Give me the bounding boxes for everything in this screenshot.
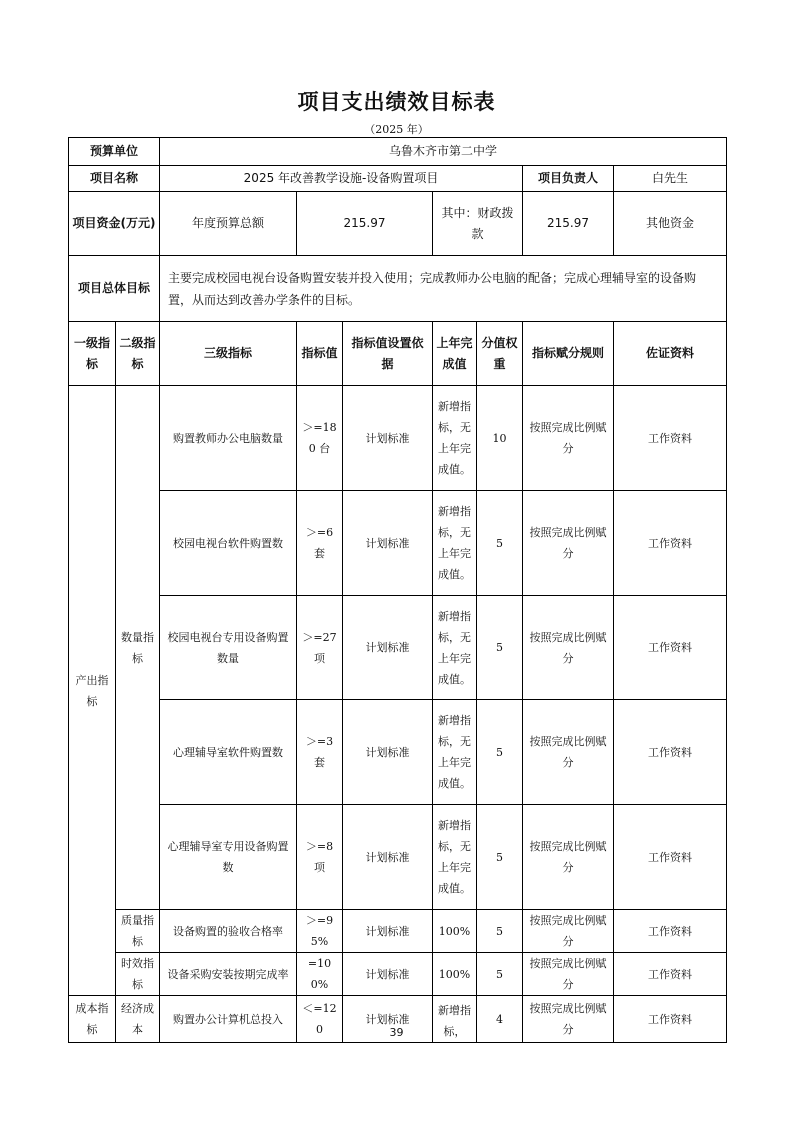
row-evidence: 工作资料 bbox=[614, 596, 727, 700]
year-label: （2025 年） bbox=[364, 123, 429, 136]
table-row bbox=[69, 596, 727, 700]
row-value: ＜=120 bbox=[297, 996, 343, 1043]
header-last-year: 上年完成值 bbox=[433, 322, 477, 386]
row-weight: 5 bbox=[477, 953, 523, 996]
row-rule: 按照完成比例赋分 bbox=[523, 700, 614, 805]
header-evidence: 佐证资料 bbox=[614, 322, 727, 386]
row-weight: 4 bbox=[477, 996, 523, 1043]
row-last-year: 新增指标， bbox=[433, 996, 477, 1043]
row-basis: 计划标准 bbox=[343, 953, 433, 996]
owner-label: 项目负责人 bbox=[523, 166, 614, 192]
header-level1: 一级指标 bbox=[69, 322, 116, 386]
row-last-year: 新增指标，无上年完成值。 bbox=[433, 700, 477, 805]
annual-budget-label: 年度预算总额 bbox=[160, 192, 297, 256]
owner-value: 白先生 bbox=[614, 166, 727, 192]
other-label: 其他资金 bbox=[614, 192, 727, 256]
row-rule: 按照完成比例赋分 bbox=[523, 386, 614, 491]
row-last-year: 新增指标，无上年完成值。 bbox=[433, 491, 477, 596]
row-rule: 按照完成比例赋分 bbox=[523, 491, 614, 596]
row-basis: 计划标准 bbox=[343, 910, 433, 953]
performance-table bbox=[68, 137, 727, 1043]
fund-label: 项目资金(万元) bbox=[69, 192, 160, 256]
row-rule: 按照完成比例赋分 bbox=[523, 996, 614, 1043]
row-name: 心理辅导室软件购置数 bbox=[160, 700, 297, 805]
row-rule: 按照完成比例赋分 bbox=[523, 596, 614, 700]
group-output: 产出指标 bbox=[69, 386, 116, 996]
row-basis: 计划标准 bbox=[343, 700, 433, 805]
row-evidence: 工作资料 bbox=[614, 996, 727, 1043]
row-evidence: 工作资料 bbox=[614, 491, 727, 596]
group-quantity: 数量指标 bbox=[116, 386, 160, 910]
group-cost: 成本指标 bbox=[69, 996, 116, 1043]
row-basis: 计划标准 bbox=[343, 596, 433, 700]
unit-value: 乌鲁木齐市第二中学 bbox=[160, 138, 727, 166]
annual-budget-value: 215.97 bbox=[297, 192, 433, 256]
header-rule: 指标赋分规则 bbox=[523, 322, 614, 386]
row-basis: 计划标准 bbox=[343, 805, 433, 910]
fiscal-label: 其中：财政拨款 bbox=[433, 192, 523, 256]
table-row bbox=[69, 805, 727, 910]
row-name: 购置教师办公电脑数量 bbox=[160, 386, 297, 491]
row-rule: 按照完成比例赋分 bbox=[523, 953, 614, 996]
row-name: 设备购置的验收合格率 bbox=[160, 910, 297, 953]
row-last-year: 100% bbox=[433, 910, 477, 953]
row-name: 设备采购安装按期完成率 bbox=[160, 953, 297, 996]
goal-label: 项目总体目标 bbox=[69, 256, 160, 322]
row-evidence: 工作资料 bbox=[614, 953, 727, 996]
unit-label: 预算单位 bbox=[69, 138, 160, 166]
row-value: ＞=8 项 bbox=[297, 805, 343, 910]
row-name: 校园电视台软件购置数 bbox=[160, 491, 297, 596]
row-evidence: 工作资料 bbox=[614, 386, 727, 491]
row-weight: 10 bbox=[477, 386, 523, 491]
row-weight: 5 bbox=[477, 596, 523, 700]
row-basis: 计划标准 bbox=[343, 386, 433, 491]
row-value: ＞=3 套 bbox=[297, 700, 343, 805]
row-value: ＞=180 台 bbox=[297, 386, 343, 491]
fiscal-value: 215.97 bbox=[523, 192, 614, 256]
row-value: ＞=95% bbox=[297, 910, 343, 953]
row-weight: 5 bbox=[477, 700, 523, 805]
row-weight: 5 bbox=[477, 805, 523, 910]
page-number: 39 bbox=[389, 1026, 404, 1039]
table-row bbox=[69, 953, 727, 996]
row-evidence: 工作资料 bbox=[614, 910, 727, 953]
goal-text: 主要完成校园电视台设备购置安装并投入使用；完成教师办公电脑的配备；完成心理辅导室的设备购置，从而达到改善办学条件的目标。 bbox=[160, 256, 727, 322]
row-weight: 5 bbox=[477, 910, 523, 953]
group-quality: 质量指标 bbox=[116, 910, 160, 953]
row-basis: 计划标准 bbox=[343, 491, 433, 596]
page-title: 项目支出绩效目标表 bbox=[297, 90, 496, 114]
project-name-value: 2025 年改善教学设施-设备购置项目 bbox=[160, 166, 523, 192]
header-basis: 指标值设置依据 bbox=[343, 322, 433, 386]
row-last-year: 100% bbox=[433, 953, 477, 996]
row-value: ＞=6 套 bbox=[297, 491, 343, 596]
row-evidence: 工作资料 bbox=[614, 700, 727, 805]
header-weight: 分值权重 bbox=[477, 322, 523, 386]
header-level3: 三级指标 bbox=[160, 322, 297, 386]
row-last-year: 新增指标，无上年完成值。 bbox=[433, 596, 477, 700]
project-name-label: 项目名称 bbox=[69, 166, 160, 192]
header-level2: 二级指标 bbox=[116, 322, 160, 386]
row-weight: 5 bbox=[477, 491, 523, 596]
table-row bbox=[69, 910, 727, 953]
row-name: 购置办公计算机总投入 bbox=[160, 996, 297, 1043]
row-value: ＞=27 项 bbox=[297, 596, 343, 700]
group-economic-cost: 经济成本 bbox=[116, 996, 160, 1043]
table-row bbox=[69, 386, 727, 491]
row-rule: 按照完成比例赋分 bbox=[523, 805, 614, 910]
row-last-year: 新增指标，无上年完成值。 bbox=[433, 386, 477, 491]
row-last-year: 新增指标，无上年完成值。 bbox=[433, 805, 477, 910]
row-value: =100% bbox=[297, 953, 343, 996]
table-row bbox=[69, 491, 727, 596]
row-basis: 计划标准 bbox=[343, 996, 433, 1043]
row-name: 校园电视台专用设备购置数量 bbox=[160, 596, 297, 700]
group-timeliness: 时效指标 bbox=[116, 953, 160, 996]
row-evidence: 工作资料 bbox=[614, 805, 727, 910]
row-rule: 按照完成比例赋分 bbox=[523, 910, 614, 953]
row-name: 心理辅导室专用设备购置数 bbox=[160, 805, 297, 910]
header-value: 指标值 bbox=[297, 322, 343, 386]
table-row bbox=[69, 700, 727, 805]
